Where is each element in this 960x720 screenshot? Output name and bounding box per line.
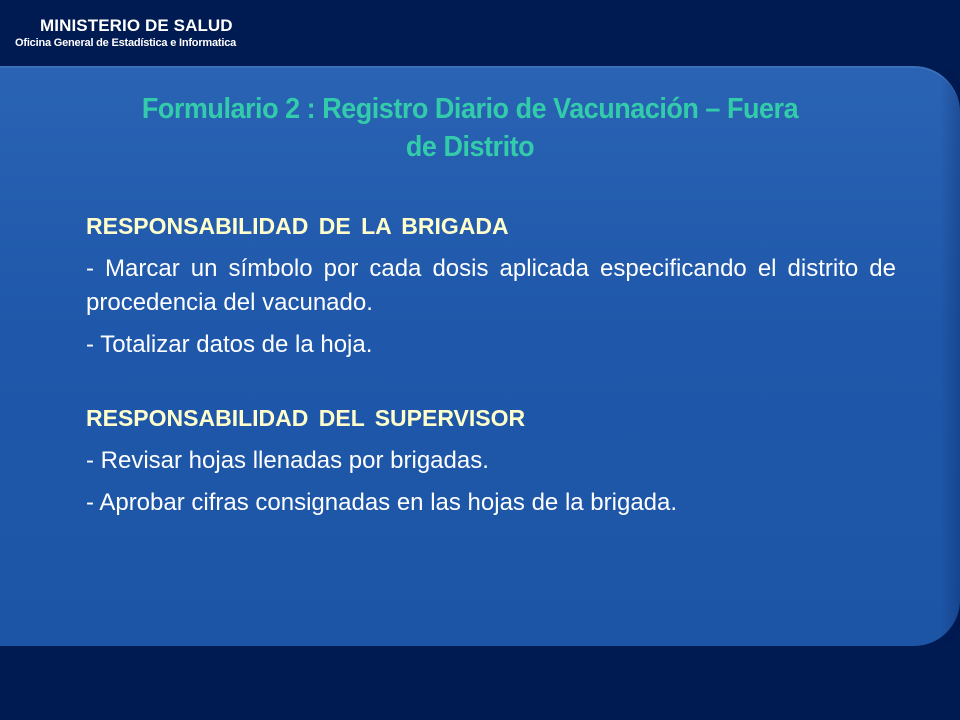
bullet-totalizar-datos: - Totalizar datos de la hoja. xyxy=(86,331,373,358)
slide-title-line-1: Formulario 2 : Registro Diario de Vacunación – Fuera xyxy=(141,93,799,125)
bullet-marcar-simbolo: - Marcar un símbolo por cada dosis aplicada especificando el distrito de procedencia del vacunado. xyxy=(86,255,896,316)
header-office: Oficina General de Estadística e Informatica xyxy=(15,37,237,49)
section-heading-supervisor: RESPONSABILIDAD DEL SUPERVISOR xyxy=(86,405,526,431)
slide-header xyxy=(13,16,236,51)
section-supervisor xyxy=(86,404,896,520)
section-heading-brigada: RESPONSABILIDAD DE LA BRIGADA xyxy=(86,213,509,239)
bullet-revisar-hojas: - Revisar hojas llenadas por brigadas. xyxy=(86,447,489,474)
slide-title-line-2: de Distrito xyxy=(405,131,535,163)
slide-title xyxy=(98,90,842,166)
bullet-aprobar-cifras: - Aprobar cifras consignadas en las hojas de la brigada. xyxy=(86,489,678,516)
slide-body xyxy=(86,212,896,520)
header-organization: MINISTERIO DE SALUD xyxy=(40,16,233,35)
section-brigada xyxy=(86,212,896,362)
